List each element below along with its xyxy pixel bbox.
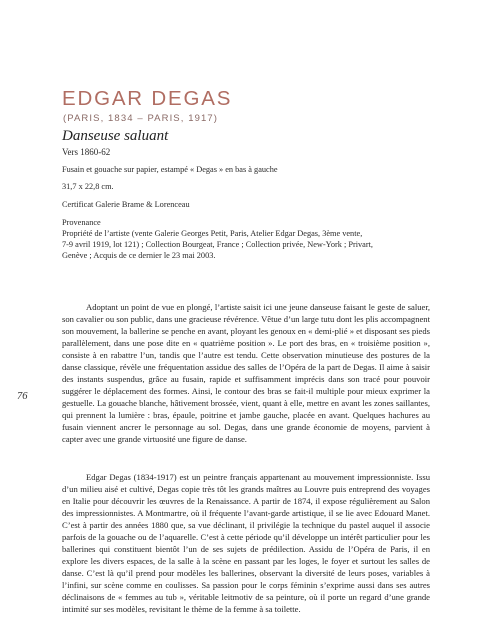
provenance-line: Propriété de l’artiste (vente Galerie Georges Petit, Paris, Atelier Edgar Degas, 3ème vente, bbox=[62, 229, 363, 238]
page-number: 76 bbox=[17, 391, 28, 402]
provenance-line: 7-9 avril 1919, lot 121) ; Collection Bourgeat, France ; Collection privée, New-York ; Privart, bbox=[62, 240, 374, 249]
work-date: Vers 1860-62 bbox=[62, 147, 111, 157]
artist-name: EDGAR DEGAS bbox=[62, 87, 233, 110]
artist-dates: (PARIS, 1834 – PARIS, 1917) bbox=[63, 113, 219, 124]
work-title: Danseuse saluant bbox=[62, 128, 169, 144]
body-paragraph-biography bbox=[62, 471, 430, 615]
work-certificate: Certificat Galerie Brame & Lorenceau bbox=[62, 200, 190, 209]
paragraph-text: Adoptant un point de vue en plongé, l’artiste saisit ici une jeune danseuse faisant le geste de saluer, son cavalier ou son public, dans une gracieuse révérence. Vêtue d’un large tutu dont les plis accompagnent son mouvement, la ballerine se penche en avant, ployant les genoux en « demi-plié » et disposant ses pieds parallèlement, dans une pose dite en « quatrième position ». Le port des bras, en « troisième position », consiste à en rabattre l’un, tandis que l’autre est tendu. Cette observation minutieuse des postures de la danse classique, révèle une fréquentation assidue des salles de l’Opéra de la part de Degas. Il aime à saisir des instants suspendus, grâce au fusain, rapide et suffisamment imprécis dans son tracé pour pouvoir suggérer le déplacement des formes. Ainsi, le contour des bras se fait-il multiple pour mieux exprimer la gestuelle. La gouache blanche, hâtivement brossée, vient, quant à elle, mettre en avant les zones saillantes, qui prennent la lumière : bras, épaule, poitrine et jambe gauche, placée en avant. Quelques hachures au fusain viennent ancrer le personnage au sol. Degas, dans une grande économie de moyens, parvient à capter avec une grande virtuosité une figure de danse. bbox=[62, 302, 430, 444]
work-medium: Fusain et gouache sur papier, estampé « Degas » en bas à gauche bbox=[62, 165, 278, 174]
provenance-line: Genève ; Acquis de ce dernier le 23 mai 2003. bbox=[62, 251, 216, 260]
paragraph-text: Edgar Degas (1834-1917) est un peintre français appartenant au mouvement impressionniste. Issu d’un milieu aisé et cultivé, Degas copie très tôt les grands maîtres au Louvre puis entreprend des voyages en Italie pour découvrir les œuvres de la Renaissance. A partir de 1874, il expose régulièrement au Salon des impressionnistes. A Montmartre, où il fréquente l’avant-garde artistique, il se lie avec Edouard Manet. C’est à partir des années 1880 que, sa vue déclinant, il privilégie la technique du pastel auquel il associe parfois de la gouache ou de l’aquarelle. C’est à cette période qu’il développe un intérêt particulier pour les ballerines qui constituent bientôt l’un de ses sujets de prédilection. Assidu de l’Opéra de Paris, il en explore les divers espaces, de la salle à la scène en passant par les loges, le foyer et surtout les salles de danse. C’est là qu’il prend pour modèles les ballerines, observant la diversité de leurs poses, variables à l’infini, sur scène comme en coulisses. Sa passion pour le corps féminin s’exprime aussi dans ses autres déclinaisons de « femmes au tub », véritable leitmotiv de sa peinture, où il porte un regard d’une grande intimité sur ses modèles, revisitant le thème de la femme à sa toilette. bbox=[62, 472, 430, 614]
body-paragraph-description bbox=[62, 301, 430, 445]
work-dimensions: 31,7 x 22,8 cm. bbox=[62, 182, 114, 191]
provenance-label: Provenance bbox=[62, 218, 101, 227]
